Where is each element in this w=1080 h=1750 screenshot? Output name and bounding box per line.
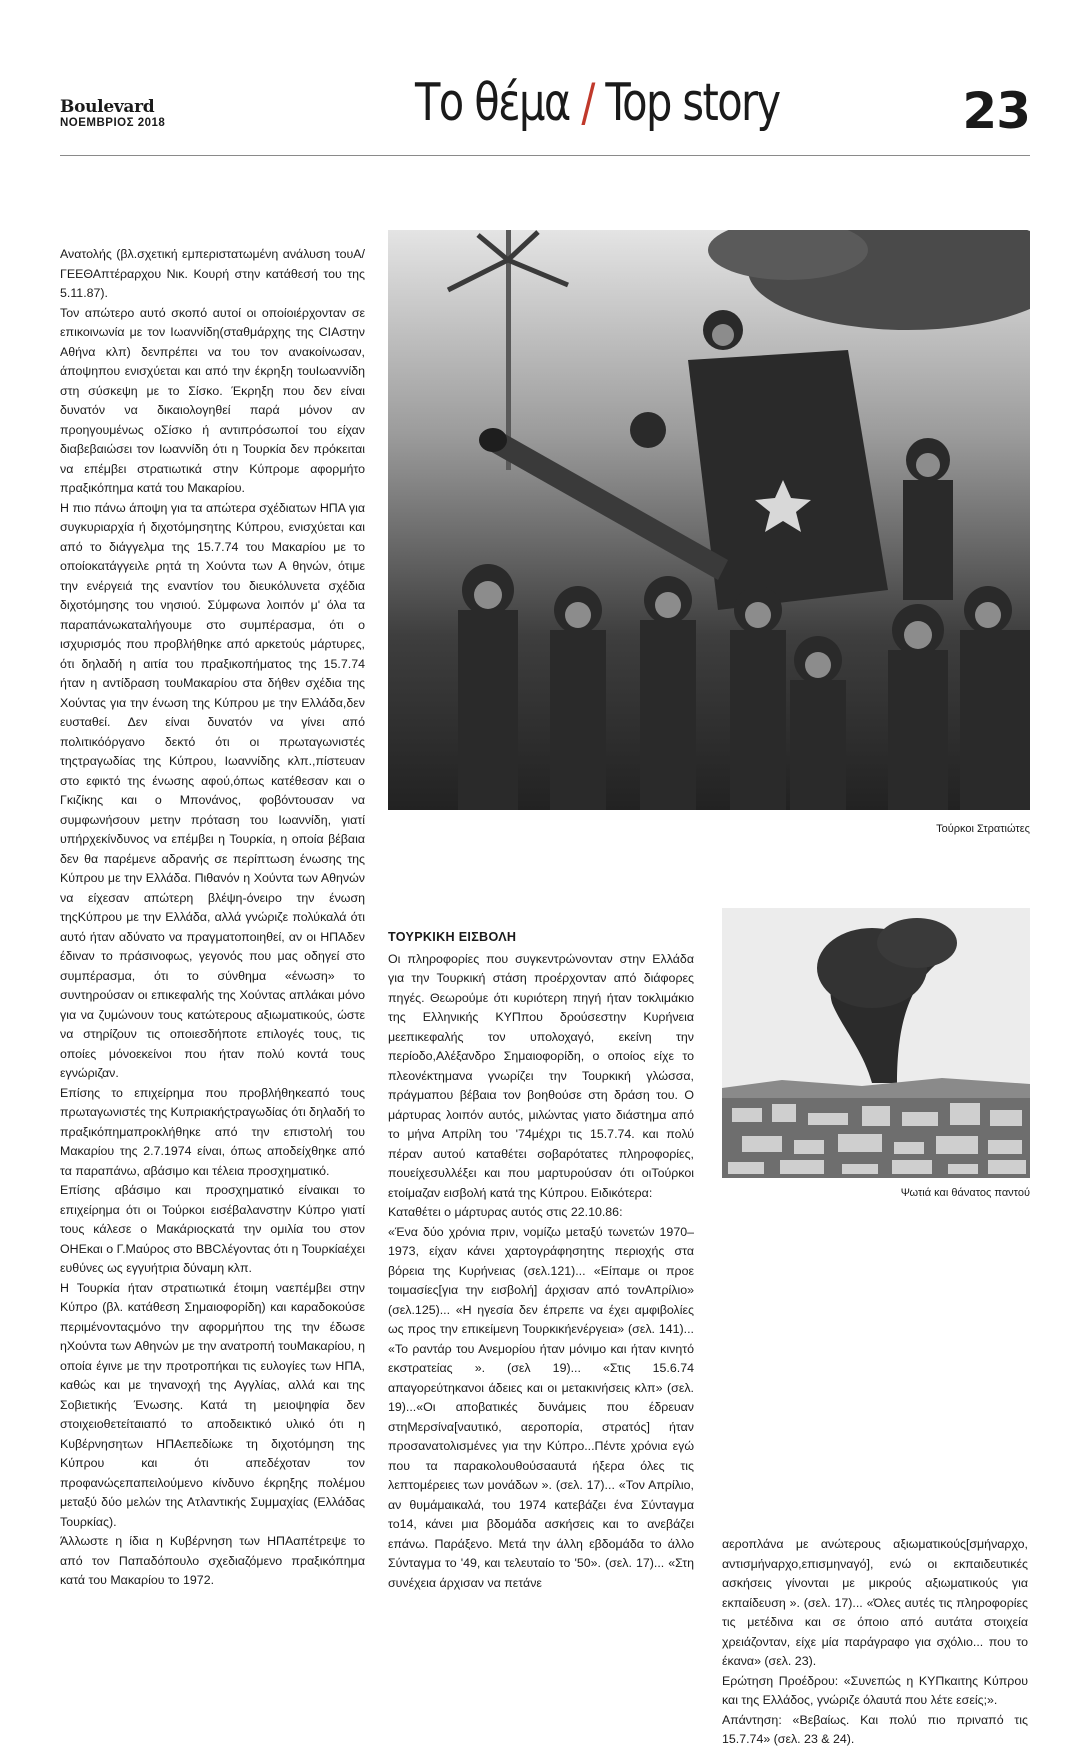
article-column-3 xyxy=(722,1535,1028,1750)
section-heading: ΤΟΥΡΚΙΚΗ ΕΙΣΒΟΛΗ xyxy=(388,930,517,944)
paragraph: Οι πληροφορίες που συγκεντρώνονταν στην Ελλάδα για την Τουρκική στάση προέρχονταν από διάφορες πηγές. Θεωρούμε ότι κυριότερη πηγή ήταν τοκλιμάκιο της Ελληνικής ΚΥΠπου δρούσεστην Κυρήνεια μεεπικεφαλής τον υπολοχαγό, εκείνη την περίοδο,Αλέξανδρο Σημαιοφορίδη, ο οποίος είχε το πλεονέκτημανα γνωρίζει την Τουρκική γλώσσα, πράγμαπου βέβαια τον βοηθούσε στη δράση του. Ο μάρτυρας λοιπόν αυτός, μιλώντας γιατο διάστημα από το μήνα Απρίλη του '74μέχρι τις 15.7.74. και πολύ πέραν αυτού καταθέτει σοβαρότατες πληροφορίες, πουείχεσυλλέξει και που μαρτυρούσαν ότι οιΤούρκοι ετοίμαζαν εισβολή κατά της Κύπρου. Ειδικότερα: xyxy=(388,951,694,1200)
article-column-1 xyxy=(60,245,365,1591)
photo-turkish-soldiers xyxy=(388,230,1030,810)
photo-caption-soldiers: Τούρκοι Στρατιώτες xyxy=(936,823,1030,835)
section-title-separator: / xyxy=(581,73,594,133)
section-title-greek: Το θέμα xyxy=(415,73,570,133)
paragraph: Η Τουρκία ήταν στρατιωτικά έτοιμη ναεπέμβει στην Κύπρο (βλ. κατάθεση Σημαιοφορίδη) και καραδοκούσε περιμένονταςμόνο την αφορμήπου της την έδωσε ηΧούντα των Αθηνών με την ανατροπή τουΜακαρίου, η οποία έγινε με την προτροπήκαι τις ευλογίες των ΗΠΑ, καθώς και με τηνανοχή της Αγγλίας, αλλά και της Σοβιετικής Ένωσης. Κατά τη μειοψηφία δεν στοιχειοθετείταιαπό το αποδεικτικό υλικό ότι η Κυβέρνησητων ΗΠΑεπεδίωκε τη διχοτόμηση της Κύπρου και ότι απεδέχοταν τον προφανώςεπαπειλούμενο κίνδυνο έκρηξης πολέμου μεταξύ δύο μελών της Ατλαντικής Συμμαχίας (Ελλάδας Τουρκίας). xyxy=(60,1280,365,1529)
paragraph: Άλλωστε η ίδια η Κυβέρνηση των ΗΠΑαπέτρεψε το από τον Παπαδόπουλο σχεδιαζόμενο πραξικόπημα κατά του Μακαρίου το 1972. xyxy=(60,1534,365,1587)
paragraph: Απάντηση: «Βεβαίως. Και πολύ πιο πριναπό τις 15.7.74» (σελ. 23 & 24). xyxy=(722,1712,1028,1746)
page-header xyxy=(60,60,1030,156)
paragraph: Επίσης το επιχείρημα που προβλήθηκεαπό τους πρωταγωνιστές της Κυπριακήςτραγωδίας ότι δηλαδή το πραξικόπημαπροκλήθηκε από την επιστολή του Μακαρίου της 2.7.1974 είναι, όπως αποδείχθηκε από τα παραπάνω, αβάσιμο και τέλεια προσχηματικό. xyxy=(60,1085,365,1178)
paragraph: Ανατολής (βλ.σχετική εμπεριστατωμένη ανάλυση τουΑ/ΓΕΕΘΑπτέραρχου Νικ. Κουρή στην κατάθεσή του της 5.11.87). xyxy=(60,247,365,300)
photo-burning-city xyxy=(722,908,1030,1178)
paragraph: Επίσης αβάσιμο και προσχηματικό είναικαι το επιχείρημα ότι οι Τούρκοι εισέβαλανστην Κύπρο γιατί τους κάλεσε ο Μακάριοςκατά την ομιλία του στον ΟΗΕκαι ο Γ.Μαύρος στο BBCλέγοντας ότι η Τουρκίαέχει ευθύνες ως εγγυήτρια δύναμη κλπ. xyxy=(60,1183,365,1275)
photo-burning-city-illustration xyxy=(722,908,1030,1178)
article-column-2 xyxy=(388,928,694,1593)
section-title-english: Top story xyxy=(605,73,780,133)
issue-month: ΝΟΕΜΒΡΙΟΣ 2018 xyxy=(60,117,166,129)
magazine-brand: Boulevard xyxy=(60,97,155,117)
photo-caption-city: Ψωτιά και θάνατος παντού xyxy=(900,1187,1030,1199)
section-title xyxy=(415,73,780,133)
photo-turkish-soldiers-illustration xyxy=(388,230,1030,810)
paragraph: Τον απώτερο αυτό σκοπό αυτοί οι οποίοιέρχονταν σε επικοινωνία με τον Ιωαννίδη(σταθμάρχης της CIAστην Αθήνα κλπ) δενπρέπει να του τον ανακοίνωσαν, άποψηπου ενισχύεται και από την έκρηξη τουΙωαννίδη στη σύσκεψη με το Σίσκο. Έκρηξη που δεν είναι δυνατόν να δικαιολογηθεί παρά μόνον αν προηγουμένως οΣίσκο ή αντιπρόσωποί του είχαν διαβεβαιώσει τον Ιωαννίδη ότι η Τουρκία δεν πρόκειται να επέμβει στρατιωτικά στην Κύπρομε αφορμήτο πραξικόπημα κατά του Μακαρίου. xyxy=(60,305,365,495)
page-number: 23 xyxy=(962,82,1030,140)
paragraph: «Ένα δύο χρόνια πριν, νομίζω μεταξύ τωνετών 1970–1973, είχαν κάνει χαρτογράφησητης περιοχής στα βόρεια της Κυρήνειας (σελ.121)... «Είπαμε οι προε τοιμασίες[για την εισβολή] άρχισαν από τονΑπρίλιο» (σελ.125)... «Η ηγεσία δεν έπρεπε να έχει αμφιβολίες ως προς την επικείμενη Τουρκικήενέργεια» (σελ. 141)... «Το ραντάρ του Ανεμορίου ήταν μόνιμο και ήταν κινητό εκστρατείας ». (σελ 19)... «Στις 15.6.74 απαγορεύτηκανοι άδειες και οι μετακινήσεις κλπ» (σελ. 19)...«Οι αποβατικές δυνάμεις που έδρευαν στηΜερσίνα[ναυτικό, αεροπορία, στρατός] ήταν προσανατολισμένες για την Κύπρο...Πέντε χρόνια εγώ που τα παρακολουθούσααυτά ήξερα όλες τις λεπτομέρειες των μονάδων ». (σελ. 17)... «Τον Απρίλιο, αν θυμάμαικαλά, του 1974 κατεβάζει ένα Σύνταγμα το14, κάνει μια βδομάδα ασκήσεις και το ανεβάζει επάνω. Παράξενο. Μετά την άλλη εβδομάδα το άλλο Σύνταγμα το '49, και τελευταίο το '50». (σελ. 17)... «Στη συνέχεια άρχισαν να πετάνε xyxy=(388,1224,694,1590)
paragraph: Ερώτηση Προέδρου: «Συνεπώς η ΚΥΠκαιτης Κύπρου και της Ελλάδος, γνώριζε όλαυτά που λέτε εσείς;». xyxy=(722,1673,1028,1707)
paragraph: Καταθέτει ο μάρτυρας αυτός στις 22.10.86: xyxy=(388,1205,623,1219)
paragraph: αεροπλάνα με ανώτερους αξιωματικούς[σμήναρχο, αντισμήναρχο,επισμηναγό], ενώ οι εκπαιδευτικές ασκήσεις γίνονται με μικρούς αξιωματικούς για εκπαίδευση ». (σελ. 17)... «Όλες αυτές τις πληροφορίες τις μετέδινα και σε όποιο από αυτάτα στοιχεία χρειάζονταν, είχε μία παράγραφο για σχόλιο... που το έκανα» (σελ. 23). xyxy=(722,1537,1028,1668)
paragraph: Η πιο πάνω άποψη για τα απώτερα σχέδιατων ΗΠΑ για συγκυριαρχία ή διχοτόμησητης Κύπρου, ενισχύεται και από το διάγγελμα της 15.7.74 του Μακαρίου με το οποίοκατάγγειλε ρητά τη Χούντα των Α θηνών, ότιμε την ενέργειά της εναντίον του διευκόλυνετα σχέδια διχοτόμησης του νησιού. Σύμφωνα λοιπόν μ' όλα τα παραπάνωκαταλήγουμε στο συμπέρασμα, ότι ο ισχυρισμός που προβλήθηκε από αρκετούς μάρτυρες, ότι δηλαδή η αιτία του πραξικοπήματος της 15.7.74 ήταν η αντίδραση τουΜακαρίου στα δήθεν σχέδια της Χούντας για την ένωση της Κύπρου με την Ελλάδα,δεν ευσταθεί. Δεν είναι δυνατόν να γίνει από πολιτικόόργανο δεκτό ότι οι πρωταγωνιστές τηςτραγωδίας της Κύπρου, Ιωαννίδης κλπ.,πίστευαν στο εφικτό της ένωσης αφού,όπως κατέθεσαν και ο Γκιζίκης και ο Μπονάνος, φοβόντουσαν να συμφωνήσουν μετην πρόταση του Ιωαννίδη, γιατί υπήρχεκίνδυνος να επέμβει η Τουρκία, η οποία βέβαια δεν θα παρέμενε αδρανής σε περίπτωση ένωσης της Κύπρου με την Ελλάδα. Πιθανόν η Χούντα των Αθηνών να είχεσαν απώτερη βλέψη-όνειρο την ένωση τηςΚύπρου με την Ελλάδα, αλλά γνώριζε πολύκαλά ότι αυτό ήταν αδύνατο να πραγματοποιηθεί, αν οι ΗΠΑδεν έδιναν το πράσινοφως, γεγονός που μας οδηγεί στο συμπέρασμα, ότι το σύνθημα «ένωση» το συντηρούσαν οι επικεφαλής της Χούντας απλάκαι μόνο για να ζυμώνουν τους κατώτερους αξιωματικούς, ώστε να στηρίζουν τις οποιεσδήποτε επιλογές τους, τις οποίες μόνοεκείνοι που ήταν πολύ κοντά τους εγνώριζαν. xyxy=(60,500,365,1080)
